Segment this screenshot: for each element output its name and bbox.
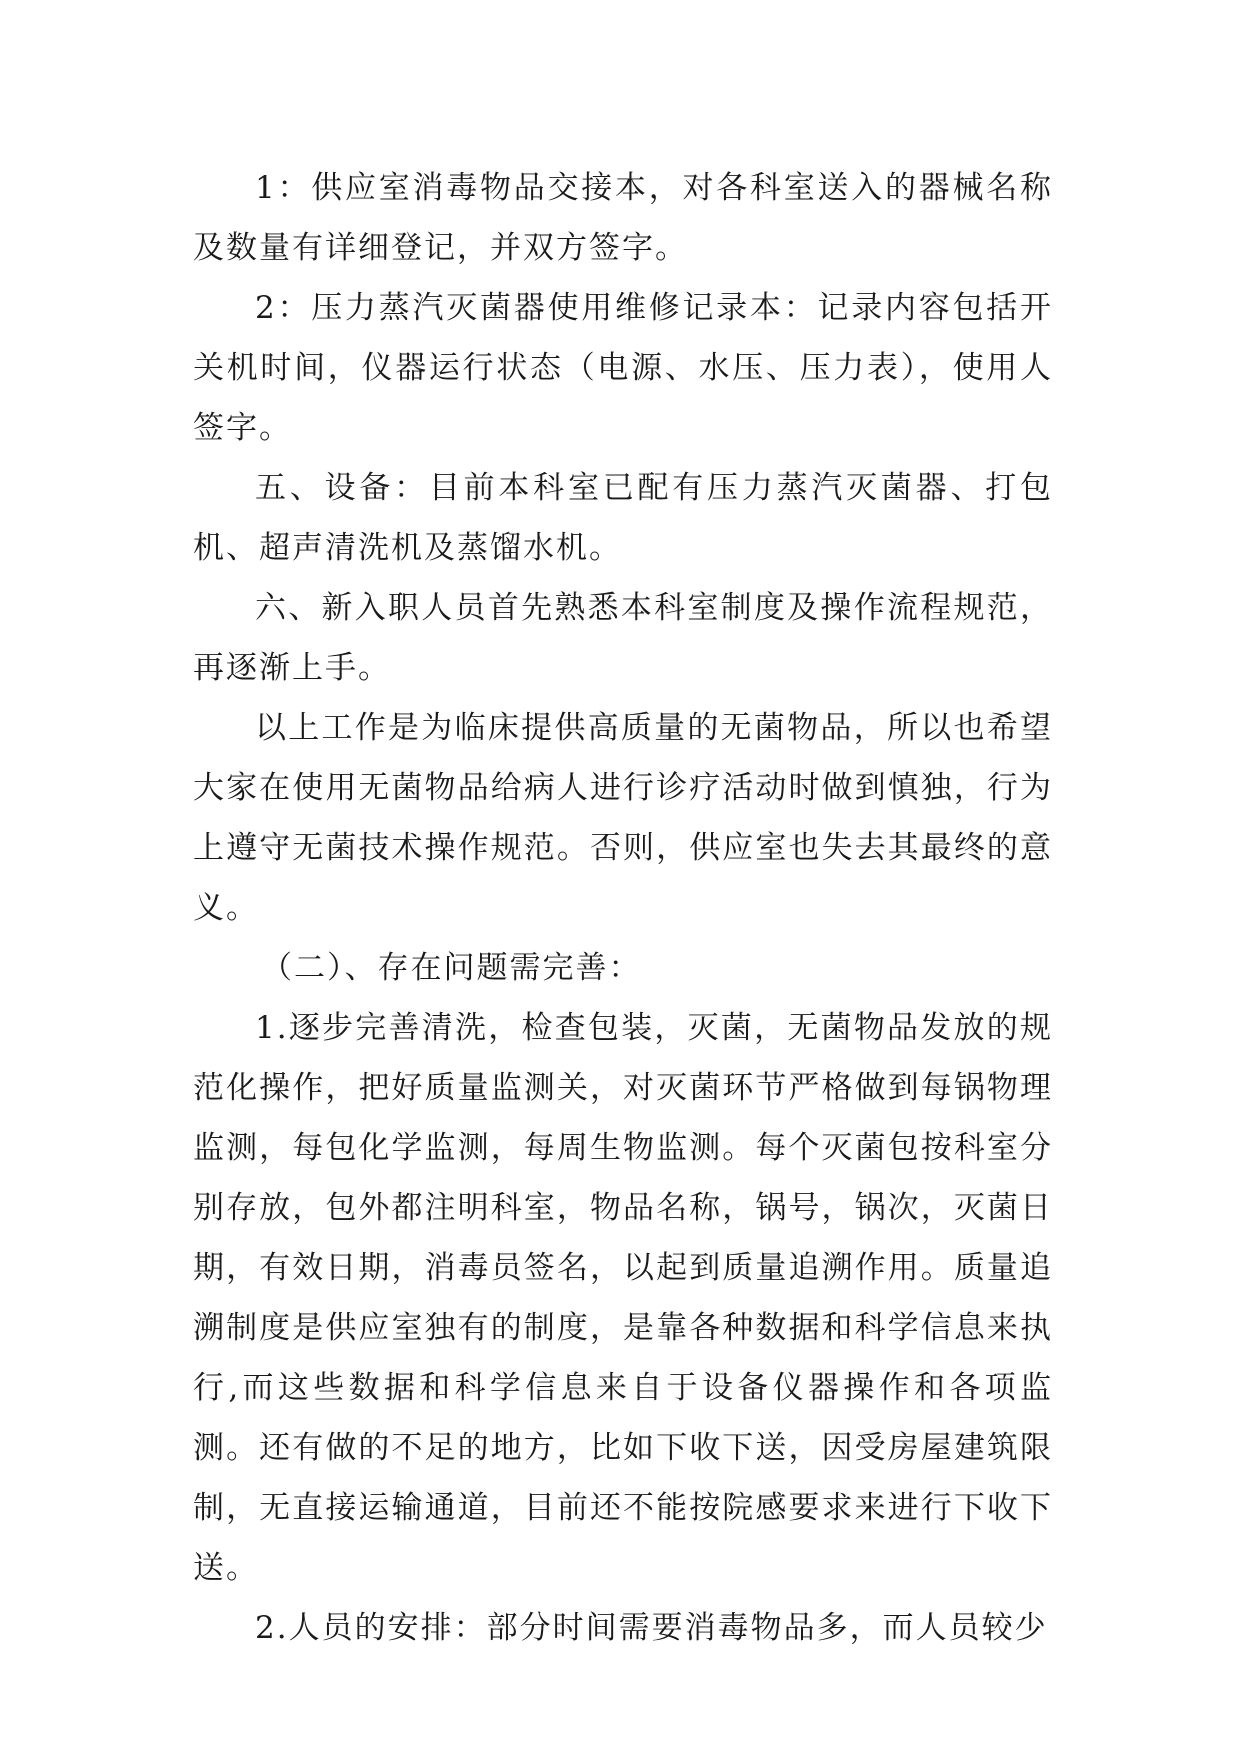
- paragraph-handover-book: 1：供应室消毒物品交接本，对各科室送入的器械名称及数量有详细登记，并双方签字。: [193, 170, 1053, 266]
- section-heading-issues: （二）、存在问题需完善：: [261, 950, 642, 986]
- paragraph-sterilizer-log: 2：压力蒸汽灭菌器使用维修记录本：记录内容包括开关机时间，仪器运行状态（电源、水压、压力表），使用人签字。: [193, 290, 1053, 446]
- paragraph-equipment: 五、设备：目前本科室已配有压力蒸汽灭菌器、打包机、超声清洗机及蒸馏水机。: [193, 470, 1053, 566]
- paragraph-issue-1: 1.逐步完善清洗，检查包装，灭菌，无菌物品发放的规范化操作，把好质量监测关，对灭菌环节严格做到每锅物理监测，每包化学监测，每周生物监测。每个灭菌包按科室分别存放，包外都注明科室，物品名称，锅号，锅次，灭菌日期，有效日期，消毒员签名，以起到质量追溯作用。质量追溯制度是供应室独有的制度，是靠各种数据和科学信息来执行,而这些数据和科学信息来自于设备仪器操作和各项监测。还有做的不足的地方，比如下收下送，因受房屋建筑限制，无直接运输通道，目前还不能按院感要求来进行下收下送。: [193, 1010, 1053, 1586]
- paragraph-new-staff: 六、新入职人员首先熟悉本科室制度及操作流程规范，再逐渐上手。: [193, 590, 1053, 686]
- document-body: [193, 158, 1053, 1658]
- paragraph-summary: 以上工作是为临床提供高质量的无菌物品，所以也希望大家在使用无菌物品给病人进行诊疗活动时做到慎独，行为上遵守无菌技术操作规范。否则，供应室也失去其最终的意义。: [193, 710, 1053, 926]
- paragraph-issue-2: 2.人员的安排：部分时间需要消毒物品多，而人员较少: [255, 1610, 1048, 1646]
